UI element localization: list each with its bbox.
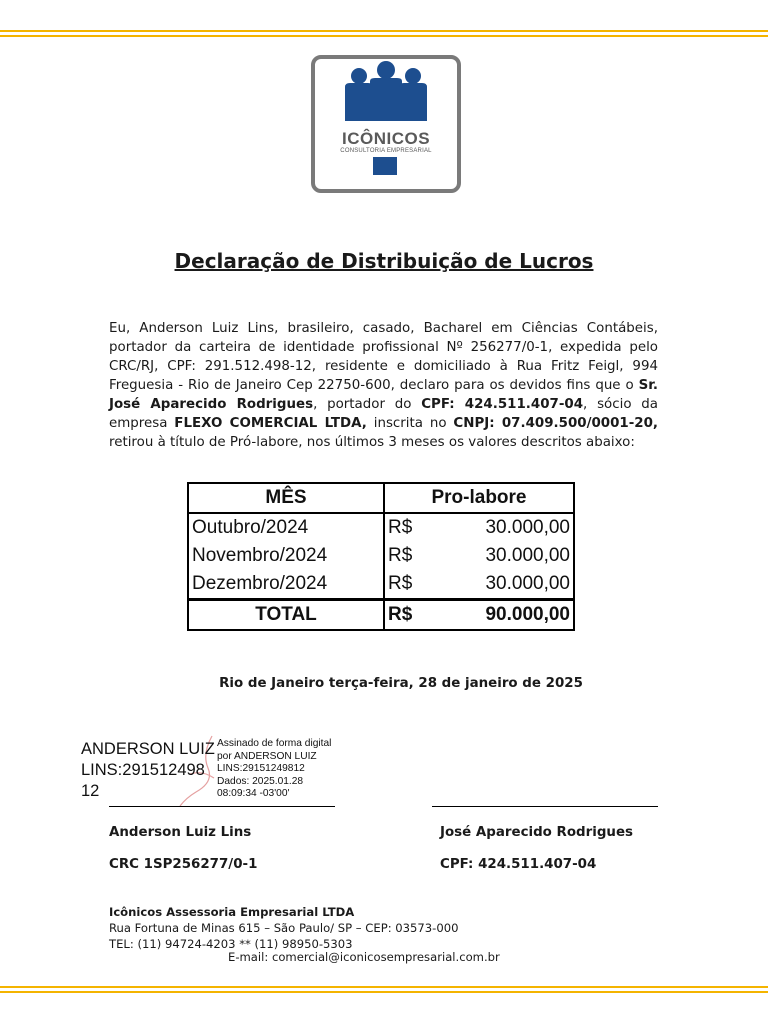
sig-info-line: Dados: 2025.01.28 xyxy=(217,775,304,787)
left-signatory-doc: CRC 1SP256277/0-1 xyxy=(109,857,258,872)
sig-name-line: ANDERSON LUIZ xyxy=(81,740,215,758)
row-amount: 30.000,00 xyxy=(485,517,570,538)
sig-info-line: por ANDERSON LUIZ xyxy=(217,750,317,762)
row-month: Novembro/2024 xyxy=(188,542,384,570)
header-month: MÊS xyxy=(188,483,384,513)
place-and-date: Rio de Janeiro terça-feira, 28 de janeiro de 2025 xyxy=(219,676,583,691)
total-label: TOTAL xyxy=(188,600,384,631)
document-title: Declaração de Distribuição de Lucros xyxy=(174,249,594,273)
table-row xyxy=(188,542,574,570)
beneficiary-cpf: CPF: 424.511.407-04 xyxy=(421,397,584,412)
row-month: Outubro/2024 xyxy=(188,513,384,542)
sig-info-line: LINS:29151249812 xyxy=(217,763,305,775)
bottom-rule-1 xyxy=(0,986,768,988)
bottom-rule-2 xyxy=(0,991,768,993)
footer-address: Rua Fortuna de Minas 615 – São Paulo/ SP – CEP: 03573-000 xyxy=(109,921,459,935)
table-row xyxy=(188,513,574,542)
row-amount: 30.000,00 xyxy=(485,545,570,566)
logo-tagline: CONSULTORIA EMPRESARIAL xyxy=(340,148,432,154)
table-row xyxy=(188,570,574,600)
table-total-row xyxy=(188,600,574,631)
logo-wordmark: ICÔNICOS xyxy=(341,129,431,148)
row-currency: R$ xyxy=(388,545,413,566)
signature-line-right xyxy=(432,806,658,807)
header-prolabore: Pro-labore xyxy=(384,483,574,513)
row-amount: 30.000,00 xyxy=(485,573,570,594)
declaration-paragraph xyxy=(109,319,658,452)
row-currency: R$ xyxy=(388,517,413,538)
sig-info-line: Assinado de forma digital xyxy=(217,738,332,749)
footer-email: E-mail: comercial@iconicosempresarial.com.br xyxy=(228,950,500,964)
total-currency: R$ xyxy=(384,600,431,631)
sig-name-line: LINS:291512498 xyxy=(81,761,205,779)
paragraph-text: inscrita no xyxy=(366,416,454,431)
right-signatory-doc: CPF: 424.511.407-04 xyxy=(440,857,597,872)
people-logo-icon xyxy=(315,59,457,189)
sig-name-line: 12 xyxy=(81,782,100,800)
footer-company: Icônicos Assessoria Empresarial LTDA xyxy=(109,905,355,919)
prolabore-table xyxy=(187,482,575,631)
sig-info-line: 08:09:34 -03'00' xyxy=(217,788,290,800)
top-rule-2 xyxy=(0,35,768,37)
footer-contact xyxy=(109,904,458,952)
digital-signature-info xyxy=(217,738,357,801)
paragraph-text: , sócio da empresa xyxy=(109,397,658,431)
company-name: FLEXO COMERCIAL LTDA, xyxy=(174,416,367,431)
footer-phones: TEL: (11) 94724-4203 ** (11) 98950-5303 xyxy=(109,937,353,951)
row-currency: R$ xyxy=(388,573,413,594)
total-amount: 90.000,00 xyxy=(431,600,574,631)
row-month: Dezembro/2024 xyxy=(188,570,384,600)
top-rule-1 xyxy=(0,30,768,32)
company-cnpj: CNPJ: 07.409.500/0001-20, xyxy=(453,416,659,431)
paragraph-text: retirou à título de Pró-labore, nos últimos 3 meses os valores descritos abaixo: xyxy=(109,435,635,450)
digital-signature-name xyxy=(81,739,221,802)
table-header-row xyxy=(188,483,574,513)
paragraph-text: Eu, Anderson Luiz Lins, brasileiro, casado, Bacharel em Ciências Contábeis, portador da carteira de identidade profissional Nº 256277/0-1, expedida pelo CRC/RJ, CPF: 291.512.498-12, residente e domiciliado à Rua Fritz Feigl, 994 Freguesia - Rio de Janeiro Cep 22750-600, declaro para os devidos fins que o xyxy=(109,321,658,393)
paragraph-text: , portador do xyxy=(313,397,422,412)
signature-line-left xyxy=(109,806,335,807)
left-signatory-name: Anderson Luiz Lins xyxy=(109,825,252,840)
company-logo xyxy=(311,55,461,193)
right-signatory-name: José Aparecido Rodrigues xyxy=(440,825,634,840)
beneficiary-name: Sr. José Aparecido Rodrigues xyxy=(109,378,658,412)
